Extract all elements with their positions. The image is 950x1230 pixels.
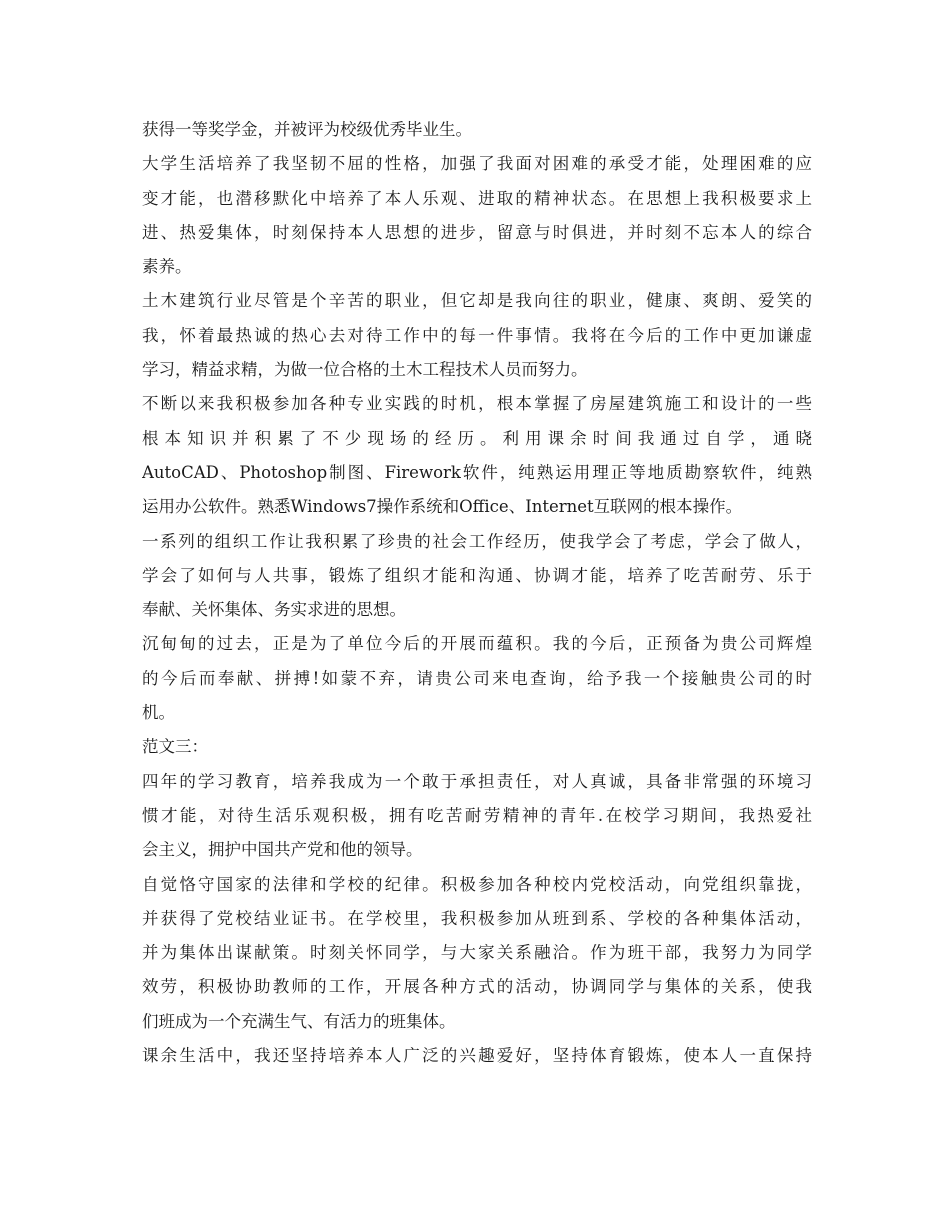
text-line: 素养。 xyxy=(142,257,192,277)
text-line: 的今后而奉献、拼搏!如蒙不弃，请贵公司来电查询，给予我一个接触贵公司的时 xyxy=(142,668,812,688)
text-line: 大学生活培养了我坚韧不屈的性格，加强了我面对困难的承受才能，处理困难的应 xyxy=(142,154,812,174)
text-line: 四年的学习教育，培养我成为一个敢于承担责任，对人真诚，具备非常强的环境习 xyxy=(142,771,812,791)
text-line: 惯才能，对待生活乐观积极，拥有吃苦耐劳精神的青年.在校学习期间，我热爱社 xyxy=(142,805,812,825)
text-line: 效劳，积极协助教师的工作，开展各种方式的活动，协调同学与集体的关系，使我 xyxy=(142,977,812,997)
text-line: 获得一等奖学金，并被评为校级优秀毕业生。 xyxy=(142,120,472,139)
text-line: 学会了如何与人共事，锻炼了组织才能和沟通、协调才能，培养了吃苦耐劳、乐于 xyxy=(142,565,812,585)
text-line: AutoCAD、Photoshop制图、Firework软件，纯熟运用理正等地质勘察软件，纯熟 xyxy=(142,462,812,482)
text-line: 自觉恪守国家的法律和学校的纪律。积极参加各种校内党校活动，向党组织靠拢， xyxy=(142,874,812,894)
text-line: 并获得了党校结业证书。在学校里，我积极参加从班到系、学校的各种集体活动， xyxy=(142,908,812,928)
text-line: 不断以来我积极参加各种专业实践的时机，根本掌握了房屋建筑施工和设计的一些 xyxy=(142,394,812,414)
text-line: 课余生活中，我还坚持培养本人广泛的兴趣爱好，坚持体育锻炼，使本人一直保持 xyxy=(142,1046,812,1066)
text-line: 一系列的组织工作让我积累了珍贵的社会工作经历，使我学会了考虑，学会了做人， xyxy=(142,531,812,551)
text-line: 运用办公软件。熟悉Windows7操作系统和Office、Internet互联网的根本操作。 xyxy=(142,497,743,517)
text-line: 并为集体出谋献策。时刻关怀同学，与大家关系融洽。作为班干部，我努力为同学 xyxy=(142,943,812,963)
text-line: 沉甸甸的过去，正是为了单位今后的开展而蕴积。我的今后，正预备为贵公司辉煌 xyxy=(142,634,812,654)
text-line: 会主义，拥护中国共产党和他的领导。 xyxy=(142,840,423,860)
text-line: 变才能，也潜移默化中培养了本人乐观、进取的精神状态。在思想上我积极要求上 xyxy=(142,188,812,208)
text-line: 奉献、关怀集体、务实求进的思想。 xyxy=(142,600,406,620)
text-line: 们班成为一个充满生气、有活力的班集体。 xyxy=(142,1011,456,1031)
text-line: 根本知识并积累了不少现场的经历。利用课余时间我通过自学，通晓 xyxy=(142,428,812,448)
text-line: 我，怀着最热诚的热心去对待工作中的每一件事情。我将在今后的工作中更加谦虚 xyxy=(142,325,812,345)
section-heading: 范文三： xyxy=(142,737,208,757)
text-line: 机。 xyxy=(142,703,175,723)
text-line: 进、热爱集体，时刻保持本人思想的进步，留意与时俱进，并时刻不忘本人的综合 xyxy=(142,222,812,242)
text-line: 土木建筑行业尽管是个辛苦的职业，但它却是我向往的职业，健康、爽朗、爱笑的 xyxy=(142,291,812,311)
document-body xyxy=(142,113,812,1073)
text-line: 学习，精益求精，为做一位合格的土木工程技术人员而努力。 xyxy=(142,360,588,380)
